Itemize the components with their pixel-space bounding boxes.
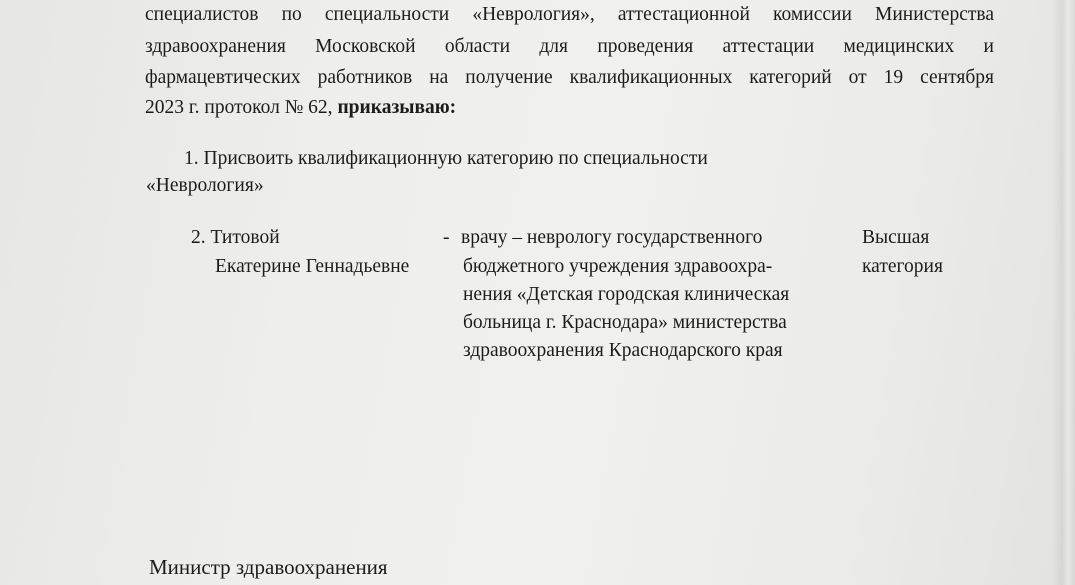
- item-2-name-line-1: 2. Титовой: [191, 227, 280, 248]
- item-2-category-line-1: Высшая: [862, 227, 930, 248]
- item-2-position-line-4: больница г. Краснодара» министерства: [463, 312, 787, 333]
- item-2-position-line-1: врачу – неврологу государственного: [461, 227, 763, 248]
- item-2-name-line-2: Екатерине Геннадьевне: [215, 256, 410, 277]
- item-2-position-line-2: бюджетного учреждения здравоохра-: [463, 256, 773, 277]
- item-2-dash: -: [443, 227, 450, 248]
- item-2-position-line-5: здравоохранения Краснодарского края: [463, 340, 783, 361]
- intro-line-3: фармацевтических работников на получение квалификационных категорий от 19 сентября: [145, 67, 994, 88]
- intro-line-4: [145, 94, 456, 121]
- signature-title: Министр здравоохранения: [149, 555, 388, 579]
- item-1-line-1: 1. Присвоить квалификационную категорию по специальности: [184, 148, 708, 169]
- paper-fold-shadow: [1052, 0, 1075, 585]
- item-2-position-line-3: нения «Детская городская клиническая: [463, 284, 790, 305]
- intro-line-4-text: 2023 г. протокол № 62,: [145, 97, 338, 118]
- item-1-line-2: «Неврология»: [146, 175, 264, 196]
- intro-line-1: специалистов по специальности «Неврология», аттестационной комиссии Министерства: [145, 4, 994, 25]
- item-2-category-line-2: категория: [862, 256, 943, 277]
- order-verb: приказываю:: [337, 97, 457, 118]
- intro-line-2: здравоохранения Московской области для проведения аттестации медицинских и: [145, 36, 994, 57]
